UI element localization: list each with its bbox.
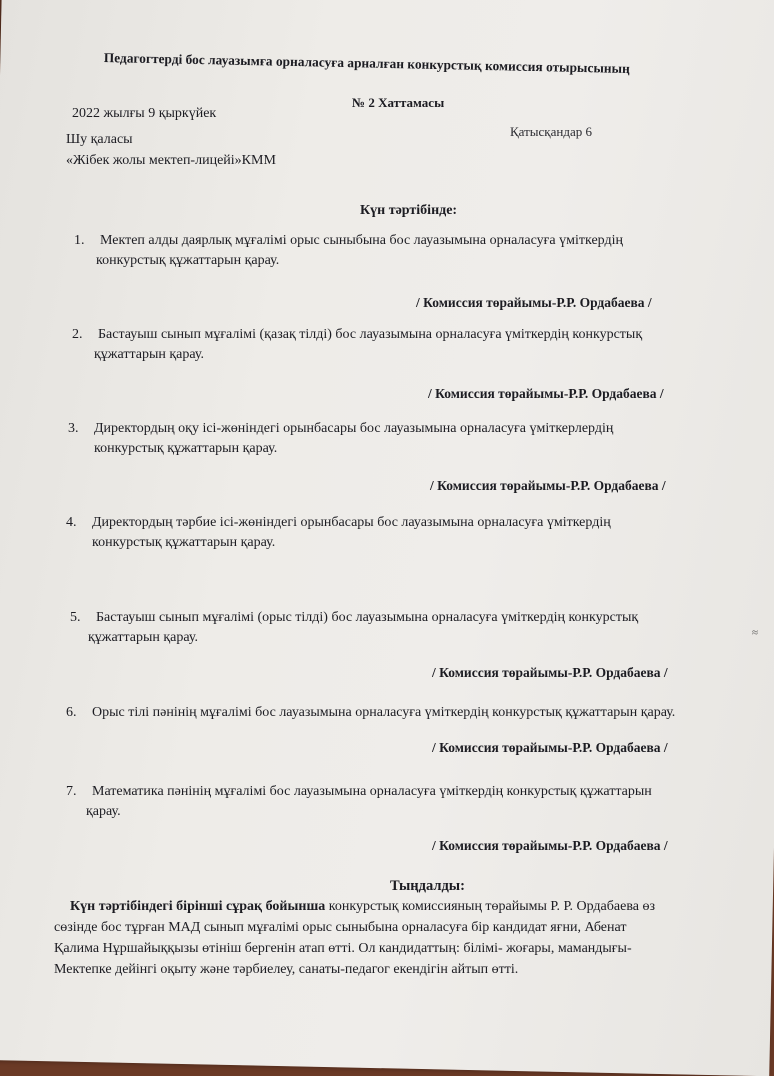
agenda-heading: Күн тәртібінде: xyxy=(360,203,458,218)
document-date: 2022 жылғы 9 қыркүйек xyxy=(72,106,217,121)
margin-mark: ≈ xyxy=(752,627,759,639)
school-name: «Жібек жолы мектеп-лицейі»КММ xyxy=(66,153,276,168)
city-name: Шу қаласы xyxy=(66,132,133,147)
agenda-item-line: Орыс тілі пәнінің мұғалімі бос лауазымына орналасуға үміткердің конкурстық құжаттарын қарау. xyxy=(92,705,676,720)
paragraph-lead: Күн тәртібіндегі бірінші сұрақ бойынша xyxy=(70,899,326,914)
agenda-item xyxy=(74,231,623,271)
agenda-item-line: конкурстық құжаттарын қарау. xyxy=(94,441,278,456)
agenda-item-line: Математика пәнінің мұғалімі бос лауазымына орналасуға үміткердің конкурстық құжаттарын xyxy=(92,784,652,799)
agenda-item-line: Директордың оқу ісі-жөніндегі орынбасары бос лауазымына орналасуға үміткерлердің xyxy=(94,421,614,436)
paragraph-line: Мектепке дейінгі оқыту және тәрбиелеу, санаты-педагог екендігін айтып өтті. xyxy=(54,962,519,977)
responsible-person: / Комиссия төрайымы-Р.Р. Ордабаева / xyxy=(432,665,668,680)
paragraph-line: Қалима Нұршайыққызы өтініш бергенін атап өтті. Ол кандидаттың: білімі- жоғары, мамандығы- xyxy=(54,941,632,956)
agenda-item-number: 3. xyxy=(68,421,79,436)
agenda-item-number: 7. xyxy=(66,784,77,799)
protocol-number: № 2 Хаттамасы xyxy=(352,95,445,110)
agenda-item-line: құжаттарын қарау. xyxy=(88,630,198,645)
agenda-item-number: 2. xyxy=(72,327,83,342)
responsible-person: / Комиссия төрайымы-Р.Р. Ордабаева / xyxy=(416,295,652,310)
agenda-item-number: 6. xyxy=(66,705,77,720)
participants-count: Қатысқандар 6 xyxy=(510,124,592,139)
agenda-item xyxy=(66,513,611,553)
responsible-person: / Комиссия төрайымы-Р.Р. Ордабаева / xyxy=(432,838,668,853)
paragraph-text: конкурстық комиссияның төрайымы Р. Р. Ордабаева өз xyxy=(325,899,655,914)
agenda-item-line: құжаттарын қарау. xyxy=(94,347,204,362)
listened-paragraph xyxy=(54,896,744,980)
agenda-item-line: Бастауыш сынып мұғалімі (орыс тілді) бос лауазымына орналасуға үміткердің конкурстық xyxy=(96,610,639,625)
agenda-item-line: конкурстық құжаттарын қарау. xyxy=(92,535,276,550)
paragraph-line xyxy=(54,896,744,917)
agenda-item-line: Бастауыш сынып мұғалімі (қазақ тілді) бос лауазымына орналасуға үміткердің конкурстық xyxy=(98,327,643,342)
agenda-item-number: 4. xyxy=(66,515,77,530)
agenda-item xyxy=(70,608,639,648)
agenda-item-line: Мектеп алды даярлық мұғалімі орыс сыныбына бос лауазымына орналасуға үміткердің xyxy=(100,233,623,248)
agenda-item xyxy=(66,782,652,822)
agenda-item-line: қарау. xyxy=(86,804,121,819)
document-title: Педагогтерді бос лауазымға орналасуға арналған конкурстық комиссия отырысының xyxy=(103,50,630,77)
responsible-person: / Комиссия төрайымы-Р.Р. Ордабаева / xyxy=(430,478,666,493)
agenda-item-number: 1. xyxy=(74,233,85,248)
agenda-item xyxy=(72,325,643,365)
paragraph-line: сөзінде бос тұрған МАД сынып мұғалімі орыс сыныбына орналасуға бір кандидат яғни, Абенат xyxy=(54,920,627,935)
responsible-person: / Комиссия төрайымы-Р.Р. Ордабаева / xyxy=(428,386,664,401)
agenda-item xyxy=(68,419,614,459)
agenda-item-number: 5. xyxy=(70,610,81,625)
listened-heading: Тыңдалды: xyxy=(390,878,465,894)
agenda-item xyxy=(66,703,676,723)
agenda-item-line: Директордың тәрбие ісі-жөніндегі орынбасары бос лауазымына орналасуға үміткердің xyxy=(92,515,611,530)
agenda-item-line: конкурстық құжаттарын қарау. xyxy=(96,253,280,268)
responsible-person: / Комиссия төрайымы-Р.Р. Ордабаева / xyxy=(432,740,668,755)
